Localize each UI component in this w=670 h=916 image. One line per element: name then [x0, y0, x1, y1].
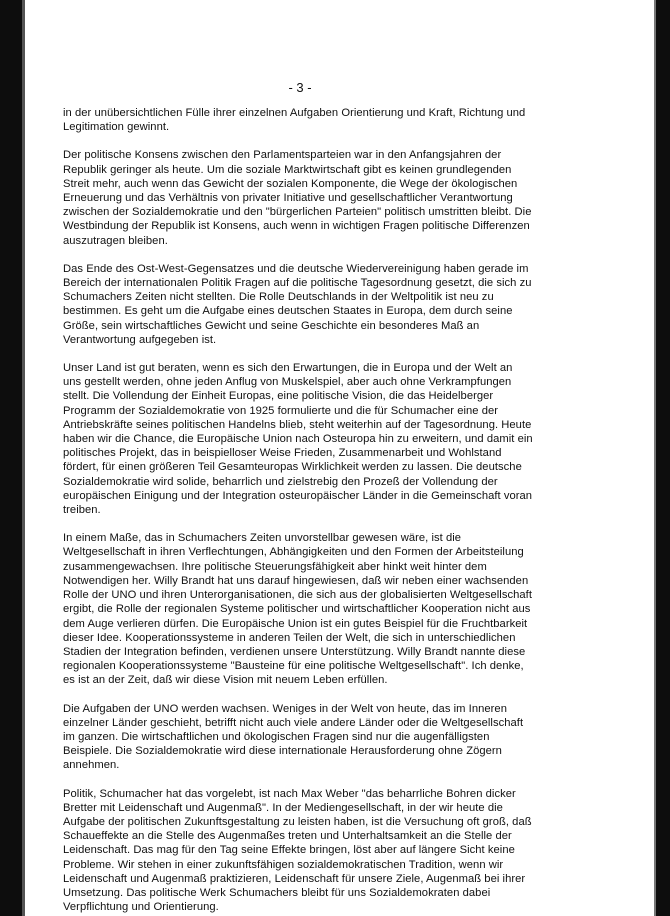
scan-edge-left — [0, 0, 22, 916]
page-number: - 3 - — [288, 80, 312, 95]
scan-edge-left-shadow — [22, 0, 25, 916]
paragraph: Politik, Schumacher hat das vorgelebt, ist nach Max Weber "das beharrliche Bohren dicker Bretter mit Leidenschaft und Augenmaß". In der Mediengesellschaft, in der wir heute die Aufgabe der politischen Zukunftsgestaltung zu leisten haben, ist die Versuchung oft groß, daß Schaueffekte an die Stelle des Augenmaßes treten und Unterhaltsamkeit an die Stelle der Leidenschaft. Das mag für den Tag seine Effekte bringen, löst aber auf längere Sicht keine Probleme. Wir stehen in einer zukunftsfähigen sozialdemokratischen Tradition, wenn wir Leidenschaft und Augenmaß praktizieren, Leidenschaft für unsere Ziele, Augenmaß bei ihrer Umsetzung. Das politische Werk Schumachers bleibt für uns Sozialdemokraten dabei Verpflichtung und Orientierung. — [63, 787, 532, 914]
scan-edge-right — [656, 0, 670, 916]
paragraph: Das Ende des Ost-West-Gegensatzes und die deutsche Wiedervereinigung haben gerade im Bereich der internationalen Politik Fragen auf die politische Tagesordnung gesetzt, die sich zu Schumachers Zeiten nicht stellten. Die Rolle Deutschlands in der Weltpolitik ist neu zu bestimmen. Es geht um die Aufgabe eines deutschen Staates in Europa, dem durch seine Größe, sein wirtschaftliches Gewicht und seine Geschichte ein besonderes Maß an Verantwortung aufgegeben ist. — [63, 262, 532, 346]
paragraph: in der unübersichtlichen Fülle ihrer einzelnen Aufgaben Orientierung und Kraft, Richtung und Legitimation gewinnt. — [63, 107, 526, 134]
paragraph: Unser Land ist gut beraten, wenn es sich den Erwartungen, die in Europa und der Welt an uns gestellt werden, ohne jeden Anflug von Muskelspiel, aber auch ohne Verkrampfungen stellt. Die Vollendung der Einheit Europas, eine politische Vision, die das Heidelberger Programm der Sozialdemokratie von 1925 formulierte und die für Schumacher eine der Antriebskräfte seines politischen Handelns blieb, steht weiterhin auf der Tagesordnung. Heute haben wir die Chance, die Europäische Union nach Osteuropa hin zu erweitern, und damit ein politisches Projekt, das in beispielloser Weise Frieden, Zusammenarbeit und Wohlstand fördert, für einen größeren Teil Gesamteuropas Wirklichkeit werden zu lassen. Die deutsche Sozialdemokratie wird solide, beharrlich und zielstrebig den Prozeß der Vollendung der europäischen Einigung und der Integration osteuropäischer Länder in die Gemeinschaft voran treiben. — [63, 362, 533, 517]
paragraph: Die Aufgaben der UNO werden wachsen. Weniges in der Welt von heute, das im Inneren einzelner Länder geschieht, betrifft nicht auch viele andere Länder oder die Weltgesellschaft im ganzen. Die wirtschaftlichen und ökologischen Fragen sind nur die augenfälligsten Beispiele. Die Sozialdemokratie wird diese internationale Herausforderung ohne Zögern annehmen. — [63, 702, 524, 772]
paragraph: Der politische Konsens zwischen den Parlamentsparteien war in den Anfangsjahren der Republik geringer als heute. Um die soziale Marktwirtschaft gibt es keinen grundlegenden Streit mehr, auch wenn das Gewicht der sozialen Komponente, die Wege der ökologischen Erneuerung und das Verhältnis von privater Initiative und gesellschaftlicher Verantwortung zwischen der Sozialdemokratie und den "bürgerlichen Parteien" politisch umstritten bleibt. Die Westbindung der Republik ist Konsens, auch wenn in wichtigen Fragen politische Differenzen auszutragen bleiben. — [63, 149, 532, 247]
paragraph: In einem Maße, das in Schumachers Zeiten unvorstellbar gewesen wäre, ist die Weltgesellschaft in ihren Verflechtungen, Abhängigkeiten und den Formen der Arbeitsteilung zusammengewachsen. Ihre politische Steuerungsfähigkeit aber hinkt weit hinter dem Notwendigen her. Willy Brandt hat uns darauf hingewiesen, daß wir neben einer wachsenden Rolle der UNO und ihren Unterorganisationen, die sich aus der globalisierten Weltgesellschaft ergibt, die Rolle der regionalen Systeme politischer und wirtschaftlicher Kooperation nicht aus dem Auge verlieren dürfen. Die Europäische Union ist ein gutes Beispiel für die Fruchtbarkeit dieser Idee. Kooperationssysteme in anderen Teilen der Welt, die sich in unterschiedlichen Stadien der Integration befinden, verdienen unsere Unterstützung. Willy Brandt nannte diese regionalen Kooperationssysteme "Bausteine für eine politische Weltgesellschaft". Ich denke, es ist an der Zeit, daß wir diese Vision mit neuem Leben erfüllen. — [63, 532, 532, 687]
body-text — [63, 106, 533, 916]
scan-edge-right-shadow — [654, 0, 656, 916]
